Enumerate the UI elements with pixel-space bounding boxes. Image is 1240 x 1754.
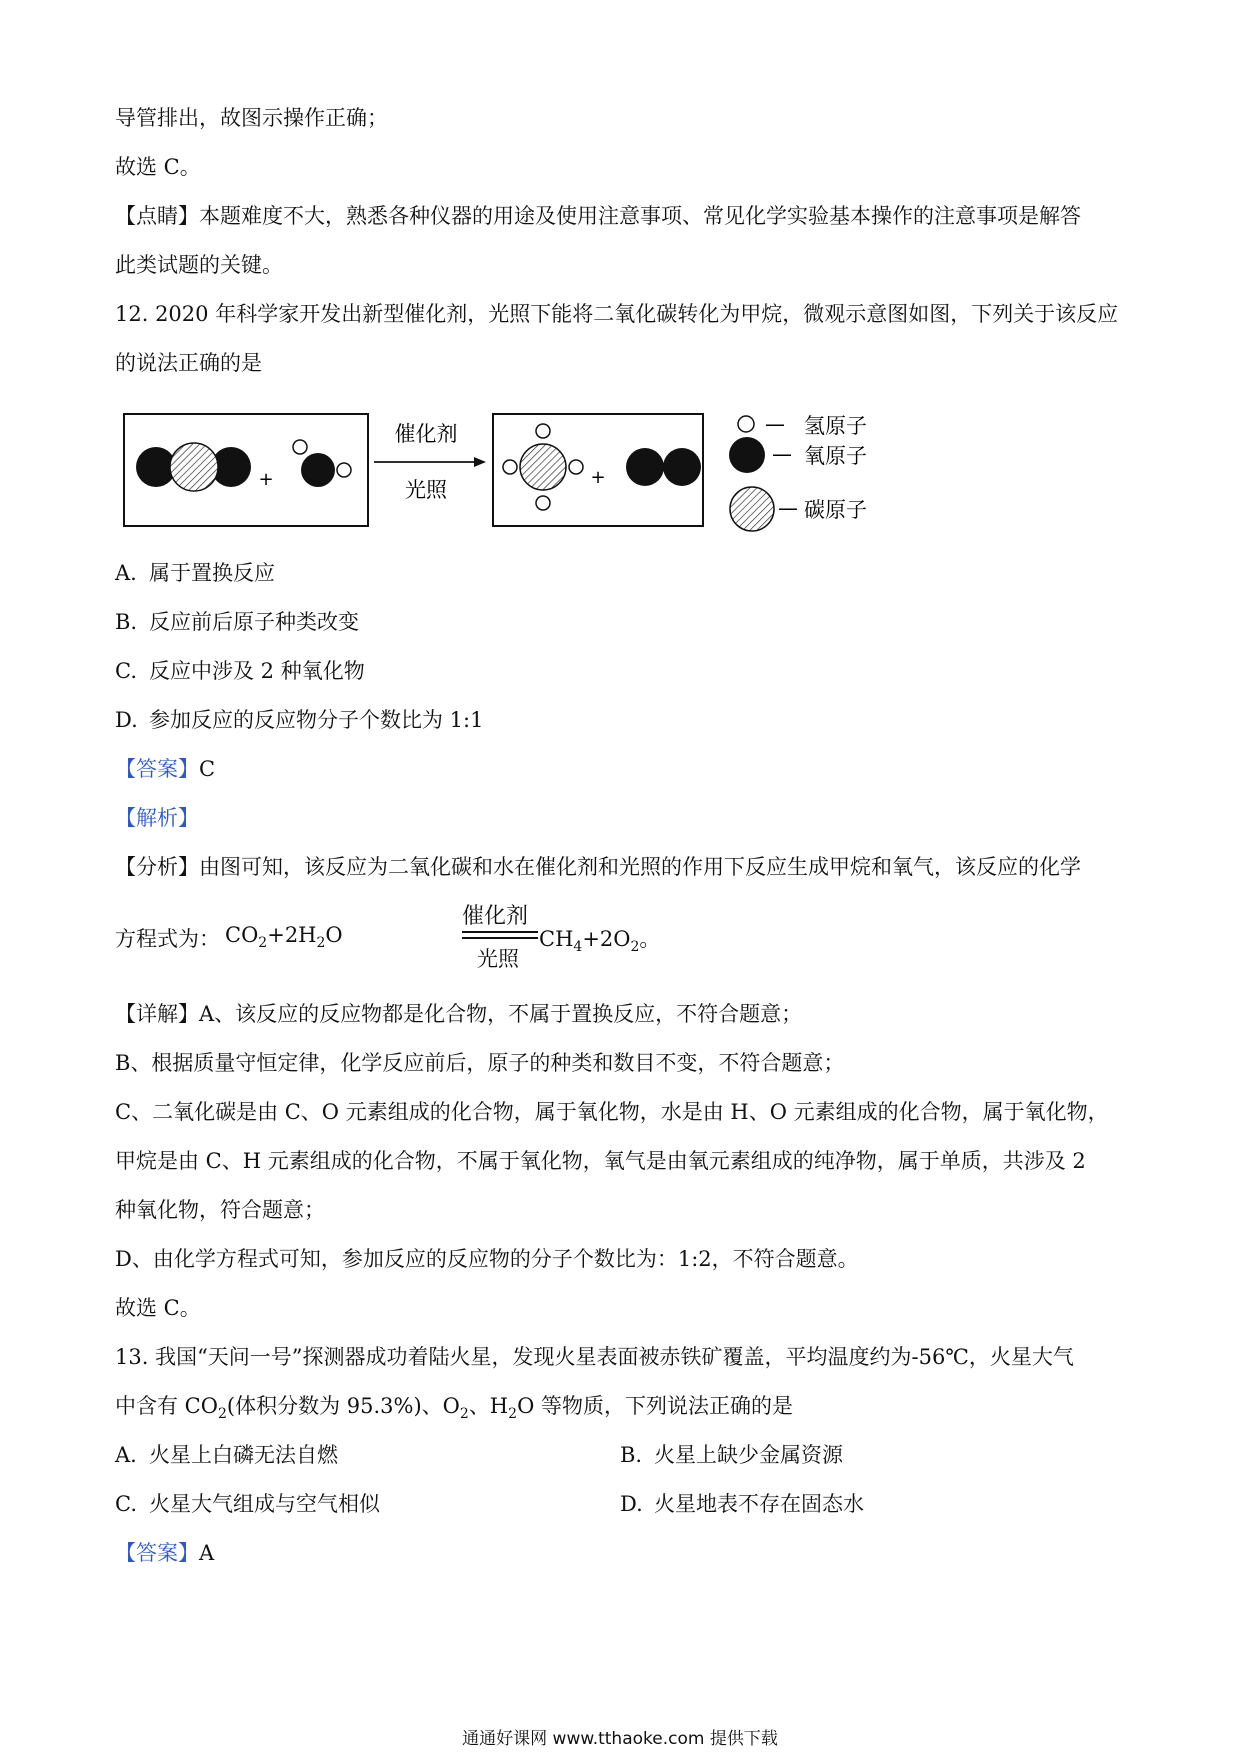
- eq-2h: +2H: [267, 923, 317, 947]
- answer-tag: 【答案】: [115, 757, 199, 781]
- xiangjie-c: 种氧化物，符合题意；: [115, 1198, 325, 1222]
- option-label: D.: [620, 1492, 643, 1516]
- legend-dash: —: [778, 496, 798, 520]
- option-a: [115, 558, 275, 588]
- option-text: 反应前后原子种类改变: [149, 610, 359, 634]
- eq-sub: 2: [316, 935, 326, 951]
- question-12-stem: 12. 2020 年科学家开发出新型催化剂，光照下能将二氧化碳转化为甲烷，微观示意图如图，下列关于该反应: [115, 302, 1119, 326]
- fenxi-text: 由图可知，该反应为二氧化碳和水在催化剂和光照的作用下反应生成甲烷和氧气，该反应的化学: [199, 855, 1081, 879]
- option-text: 火星上白磷无法自燃: [149, 1443, 338, 1467]
- q13-option-b: [620, 1440, 843, 1470]
- legend-oxygen-label: 氧原子: [804, 444, 867, 468]
- footer-text: 通通好课网 www.tthaoke.com 提供下载: [462, 1729, 778, 1749]
- option-label: B.: [620, 1443, 643, 1467]
- hydrogen-atom: [293, 440, 307, 454]
- question-12-stem: 的说法正确的是: [115, 351, 262, 375]
- xiangjie-tag: 【详解】: [115, 1002, 199, 1026]
- eq-ch: CH: [539, 927, 574, 951]
- option-d: [115, 705, 483, 735]
- equation-equals-bar: [462, 937, 538, 939]
- q13-text: O 等物质，下列说法正确的是: [517, 1394, 793, 1418]
- xiangjie-d: D、由化学方程式可知，参加反应的反应物的分子个数比为：1:2，不符合题意。: [115, 1247, 859, 1271]
- oxygen-atom: [663, 448, 701, 486]
- text-line: 导管排出，故图示操作正确；: [115, 106, 388, 130]
- text-line: 故选 C。: [115, 155, 201, 179]
- answer-tag: 【答案】: [115, 1541, 199, 1565]
- plus-sign: +: [258, 469, 274, 490]
- arrow-head: [474, 457, 486, 467]
- equation-equals-bar: [462, 931, 538, 933]
- xiangjie-b: B、根据质量守恒定律，化学反应前后，原子的种类和数目不变，不符合题意；: [115, 1051, 845, 1075]
- option-label: A.: [115, 561, 137, 585]
- xiangjie-c: C、二氧化碳是由 C、O 元素组成的化合物，属于氧化物，水是由 H、O 元素组成的化合物，属于氧化物，: [115, 1100, 1109, 1124]
- dianjing-line: [115, 201, 1081, 231]
- legend-dash: —: [765, 412, 785, 436]
- equation-products: [539, 923, 660, 955]
- option-text: 参加反应的反应物分子个数比为 1:1: [149, 708, 484, 732]
- xiangjie-a: [115, 999, 802, 1029]
- legend-dash: —: [772, 442, 792, 466]
- option-label: C.: [115, 659, 137, 683]
- option-text: 属于置换反应: [149, 561, 275, 585]
- option-b: [115, 607, 359, 637]
- eq-sub: 4: [573, 939, 583, 955]
- legend-carbon-label: 碳原子: [804, 498, 867, 522]
- q13-option-c: [115, 1489, 380, 1519]
- q13-sub: 2: [459, 1406, 469, 1422]
- jiexi-tag: 【解析】: [115, 806, 199, 830]
- q13-text: 、H: [468, 1394, 509, 1418]
- eq-2o: +2O: [582, 927, 631, 951]
- carbon-atom: [170, 443, 218, 491]
- q13-option-a: [115, 1440, 338, 1470]
- equation-condition-above: 催化剂: [462, 904, 529, 929]
- option-text: 火星地表不存在固态水: [654, 1492, 864, 1516]
- reaction-diagram: [118, 405, 898, 545]
- legend-hydrogen-label: 氢原子: [804, 414, 867, 438]
- equation-reactants: [225, 923, 343, 951]
- plus-sign: +: [590, 467, 606, 488]
- answer-12: [115, 754, 215, 784]
- answer-value: C: [199, 757, 216, 781]
- oxygen-atom: [301, 453, 335, 487]
- answer-value: A: [199, 1541, 215, 1565]
- q13-text: 中含有 CO: [115, 1394, 218, 1418]
- option-text: 反应中涉及 2 种氧化物: [149, 659, 365, 683]
- q13-text: (体积分数为 95.3%)、O: [226, 1394, 460, 1418]
- q13-sub: 2: [508, 1406, 518, 1422]
- legend-oxygen-icon: [729, 437, 765, 473]
- legend-carbon-icon: [730, 487, 774, 531]
- fenxi-line: [115, 852, 1081, 882]
- answer-13: [115, 1538, 214, 1568]
- question-13-stem: [115, 1391, 793, 1429]
- equation-prefix: 方程式为：: [115, 927, 220, 951]
- dianjing-text: 本题难度不大，熟悉各种仪器的用途及使用注意事项、常见化学实验基本操作的注意事项是解答: [199, 204, 1081, 228]
- dianjing-tag: 【点睛】: [115, 204, 199, 228]
- q13-option-d: [620, 1489, 864, 1519]
- fenxi-tag: 【分析】: [115, 855, 199, 879]
- carbon-atom: [520, 444, 566, 490]
- q13-sub: 2: [217, 1406, 227, 1422]
- option-label: D.: [115, 708, 138, 732]
- eq-end: 。: [639, 927, 661, 951]
- option-c: [115, 656, 365, 686]
- option-text: 火星上缺少金属资源: [654, 1443, 843, 1467]
- option-label: C.: [115, 1492, 137, 1516]
- equation-condition-below: 光照: [477, 947, 519, 971]
- hydrogen-atom: [503, 460, 517, 474]
- option-label: B.: [115, 610, 138, 634]
- eq-co: CO: [225, 923, 259, 947]
- eq-o: O: [325, 923, 343, 947]
- xiangjie-text: A、该反应的反应物都是化合物，不属于置换反应，不符合题意；: [199, 1002, 803, 1026]
- oxygen-atom: [626, 448, 664, 486]
- eq-sub: 2: [258, 935, 268, 951]
- xiangjie-c: 甲烷是由 C、H 元素组成的化合物，不属于氧化物，氧气是由氧元素组成的纯净物，属于单质，共涉及 2: [115, 1149, 1086, 1173]
- text-line: 此类试题的关键。: [115, 253, 283, 277]
- hydrogen-atom: [569, 460, 583, 474]
- question-13-stem: 13. 我国“天问一号”探测器成功着陆火星，发现火星表面被赤铁矿覆盖，平均温度约为-56℃，火星大气: [115, 1345, 1074, 1369]
- option-text: 火星大气组成与空气相似: [149, 1492, 380, 1516]
- hydrogen-atom: [337, 463, 351, 477]
- hydrogen-atom: [536, 496, 550, 510]
- conclusion: 故选 C。: [115, 1296, 201, 1320]
- legend-hydrogen-icon: [738, 416, 754, 432]
- light-label: 光照: [405, 478, 447, 502]
- hydrogen-atom: [536, 424, 550, 438]
- option-label: A.: [115, 1443, 137, 1467]
- jiexi-heading: [115, 803, 199, 833]
- catalyst-label: 催化剂: [394, 422, 458, 446]
- eq-sub: 2: [630, 939, 640, 955]
